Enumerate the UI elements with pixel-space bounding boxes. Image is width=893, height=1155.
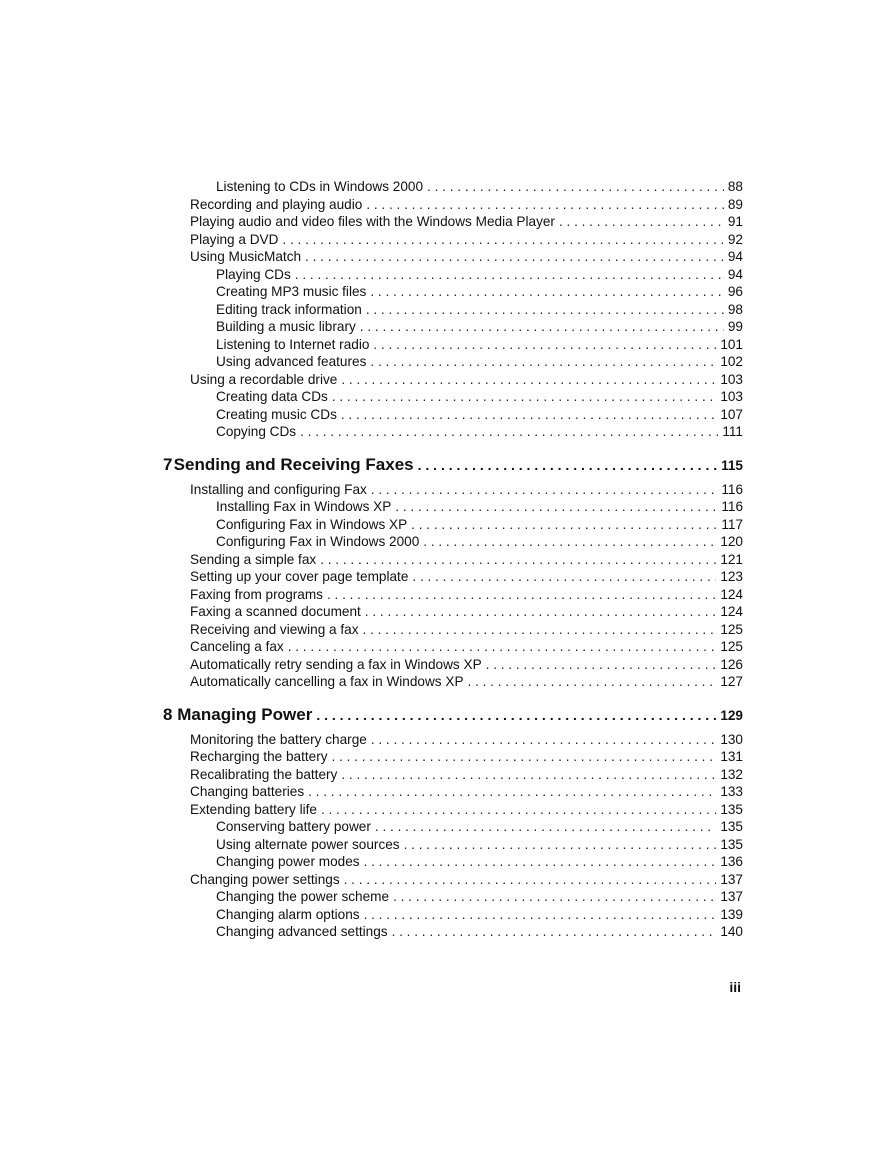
dot-leader [305,248,724,266]
toc-entry-page-number: 125 [720,639,743,654]
toc-entry-page-number: 96 [727,284,743,299]
toc-entry[interactable] [163,516,743,534]
dot-leader [295,266,724,284]
toc-entry-title: Faxing from programs [190,586,323,602]
chapter-heading[interactable] [163,455,743,475]
dot-leader [371,481,718,499]
toc-entry-title: Extending battery life [190,801,317,817]
toc-entry-page-number: 92 [727,231,743,247]
toc-entry-title: Automatically retry sending a fax in Windows XP [190,656,482,672]
toc-entry-page-number: 99 [727,319,743,334]
toc-entry[interactable] [163,818,743,836]
toc-entry-title: Playing audio and video files with the Windows Media Player [190,214,555,229]
dot-leader [427,178,724,196]
dot-leader [375,818,716,836]
chapter-page-number: 129 [720,707,743,723]
toc-entry-page-number: 121 [720,551,743,567]
toc-entry[interactable] [163,371,743,389]
toc-entry[interactable] [163,318,743,336]
toc-entry-title: Recording and playing audio [190,196,363,212]
toc-entry-title: Conserving battery power [216,819,371,834]
dot-leader [363,621,717,639]
toc-entry-page-number: 131 [720,749,743,764]
toc-entry[interactable] [163,783,743,801]
toc-entry-page-number: 91 [727,214,743,229]
dot-leader [332,388,716,406]
toc-entry-page-number: 98 [727,301,743,317]
toc-entry-title: Creating MP3 music files [216,284,367,299]
toc-entry-page-number: 88 [727,179,743,194]
dot-leader [308,783,716,801]
toc-entry-page-number: 137 [720,871,743,887]
toc-entry-title: Monitoring the battery charge [190,731,367,747]
toc-entry-page-number: 139 [720,906,743,922]
toc-entry-title: Building a music library [216,319,356,334]
toc-entry-title: Editing track information [216,301,362,317]
toc-entry-title: Configuring Fax in Windows XP [216,516,408,532]
toc-entry-title: Installing Fax in Windows XP [216,499,392,514]
toc-entry-title: Listening to CDs in Windows 2000 [216,179,424,194]
toc-entry-title: Using a recordable drive [190,371,338,387]
toc-entry[interactable] [163,248,743,266]
dot-leader [366,196,724,214]
toc-entry-page-number: 103 [720,371,743,387]
chapter-number: 7 [163,454,173,474]
dot-leader [418,455,717,475]
dot-leader [327,586,716,604]
toc-entry-page-number: 135 [720,819,743,834]
table-of-contents [163,178,743,941]
toc-entry[interactable] [163,283,743,301]
toc-entry[interactable] [163,656,743,674]
dot-leader [344,871,717,889]
toc-entry-page-number: 111 [722,424,743,439]
toc-entry-page-number: 140 [720,924,743,939]
toc-entry-title: Automatically cancelling a fax in Windows XP [190,674,464,689]
dot-leader [282,231,723,249]
page-number: iii [729,979,741,995]
toc-entry-title: Changing batteries [190,784,305,799]
toc-entry-title: Setting up your cover page template [190,569,409,584]
toc-entry-page-number: 94 [727,266,743,282]
dot-leader [332,748,717,766]
toc-entry[interactable] [163,481,743,499]
chapter-title: Sending and Receiving Faxes [173,454,414,474]
toc-entry[interactable] [163,388,743,406]
toc-entry-title: Using MusicMatch [190,249,302,264]
toc-entry[interactable] [163,906,743,924]
dot-leader [341,406,716,424]
toc-entry-title: Listening to Internet radio [216,336,370,352]
dot-leader [404,836,717,854]
chapter-title: Managing Power [177,704,313,724]
toc-entry-page-number: 124 [720,604,743,619]
dot-leader [288,638,717,656]
toc-entry[interactable] [163,266,743,284]
toc-entry-title: Faxing a scanned document [190,604,361,619]
chapter-number: 8 [163,704,173,724]
toc-entry-page-number: 137 [720,889,743,904]
dot-leader [393,888,716,906]
toc-entry[interactable] [163,568,743,586]
toc-entry[interactable] [163,748,743,766]
dot-leader [468,673,717,691]
dot-leader [371,731,716,749]
toc-entry[interactable] [163,231,743,249]
toc-entry-title: Configuring Fax in Windows 2000 [216,534,420,549]
chapter-heading[interactable] [163,705,743,725]
toc-entry[interactable] [163,336,743,354]
toc-entry-page-number: 136 [720,854,743,869]
dot-leader [411,516,717,534]
toc-entry[interactable] [163,301,743,319]
toc-entry[interactable] [163,871,743,889]
toc-entry-page-number: 135 [720,801,743,817]
toc-entry[interactable] [163,731,743,749]
toc-entry-page-number: 120 [720,534,743,549]
toc-entry[interactable] [163,638,743,656]
toc-entry-title: Playing CDs [216,266,291,282]
toc-entry[interactable] [163,801,743,819]
toc-entry-title: Recalibrating the battery [190,766,338,782]
dot-leader [364,853,717,871]
toc-entry-page-number: 135 [720,836,743,852]
dot-leader [412,568,716,586]
toc-entry-title: Receiving and viewing a fax [190,621,359,637]
toc-entry-page-number: 126 [720,656,743,672]
toc-entry[interactable] [163,603,743,621]
toc-entry-page-number: 123 [720,569,743,584]
toc-entry-page-number: 124 [720,586,743,602]
dot-leader [392,923,717,941]
toc-entry-page-number: 116 [721,499,743,514]
toc-entry[interactable] [163,498,743,516]
toc-entry[interactable] [163,551,743,569]
dot-leader [300,423,718,441]
chapter-page-number: 115 [721,457,743,473]
toc-entry[interactable] [163,406,743,424]
toc-entry-page-number: 127 [720,674,743,689]
toc-entry-page-number: 117 [721,516,743,532]
toc-entry-title: Installing and configuring Fax [190,481,367,497]
toc-entry[interactable] [163,178,743,196]
dot-leader [559,213,724,231]
toc-entry-title: Playing a DVD [190,231,279,247]
toc-entry-title: Creating data CDs [216,389,328,404]
toc-entry-page-number: 94 [727,249,743,264]
dot-leader [341,371,716,389]
toc-entry-title: Sending a simple fax [190,551,317,567]
toc-entry[interactable] [163,353,743,371]
dot-leader [370,353,716,371]
toc-entry-page-number: 102 [720,354,743,369]
dot-leader [320,551,716,569]
toc-entry-page-number: 132 [720,766,743,782]
toc-entry[interactable] [163,766,743,784]
toc-entry[interactable] [163,923,743,941]
toc-entry-title: Creating music CDs [216,406,337,422]
dot-leader [370,283,724,301]
dot-leader [341,766,716,784]
toc-entry-title: Recharging the battery [190,749,328,764]
toc-entry-page-number: 116 [721,481,743,497]
toc-entry-page-number: 107 [720,406,743,422]
toc-entry[interactable] [163,533,743,551]
toc-entry[interactable] [163,213,743,231]
dot-leader [395,498,717,516]
toc-entry[interactable] [163,196,743,214]
toc-entry-title: Using advanced features [216,354,367,369]
toc-entry-title: Using alternate power sources [216,836,400,852]
dot-leader [316,705,716,725]
toc-entry[interactable] [163,423,743,441]
toc-entry-title: Changing power settings [190,871,340,887]
toc-entry[interactable] [163,673,743,691]
toc-entry-title: Changing alarm options [216,906,360,922]
toc-entry-title: Changing advanced settings [216,924,388,939]
toc-entry-title: Changing power modes [216,854,360,869]
dot-leader [360,318,724,336]
dot-leader [365,603,717,621]
toc-entry[interactable] [163,621,743,639]
toc-entry-page-number: 89 [727,196,743,212]
dot-leader [364,906,717,924]
toc-entry[interactable] [163,836,743,854]
toc-entry-page-number: 103 [720,389,743,404]
dot-leader [373,336,716,354]
dot-leader [321,801,716,819]
toc-entry[interactable] [163,853,743,871]
toc-entry-title: Changing the power scheme [216,889,390,904]
toc-entry-title: Canceling a fax [190,639,284,654]
toc-entry[interactable] [163,888,743,906]
dot-leader [366,301,724,319]
dot-leader [423,533,716,551]
toc-entry-title: Copying CDs [216,424,297,439]
toc-entry-page-number: 130 [720,731,743,747]
toc-entry-page-number: 101 [720,336,743,352]
toc-entry-page-number: 133 [720,784,743,799]
toc-entry[interactable] [163,586,743,604]
toc-entry-page-number: 125 [720,621,743,637]
dot-leader [486,656,717,674]
